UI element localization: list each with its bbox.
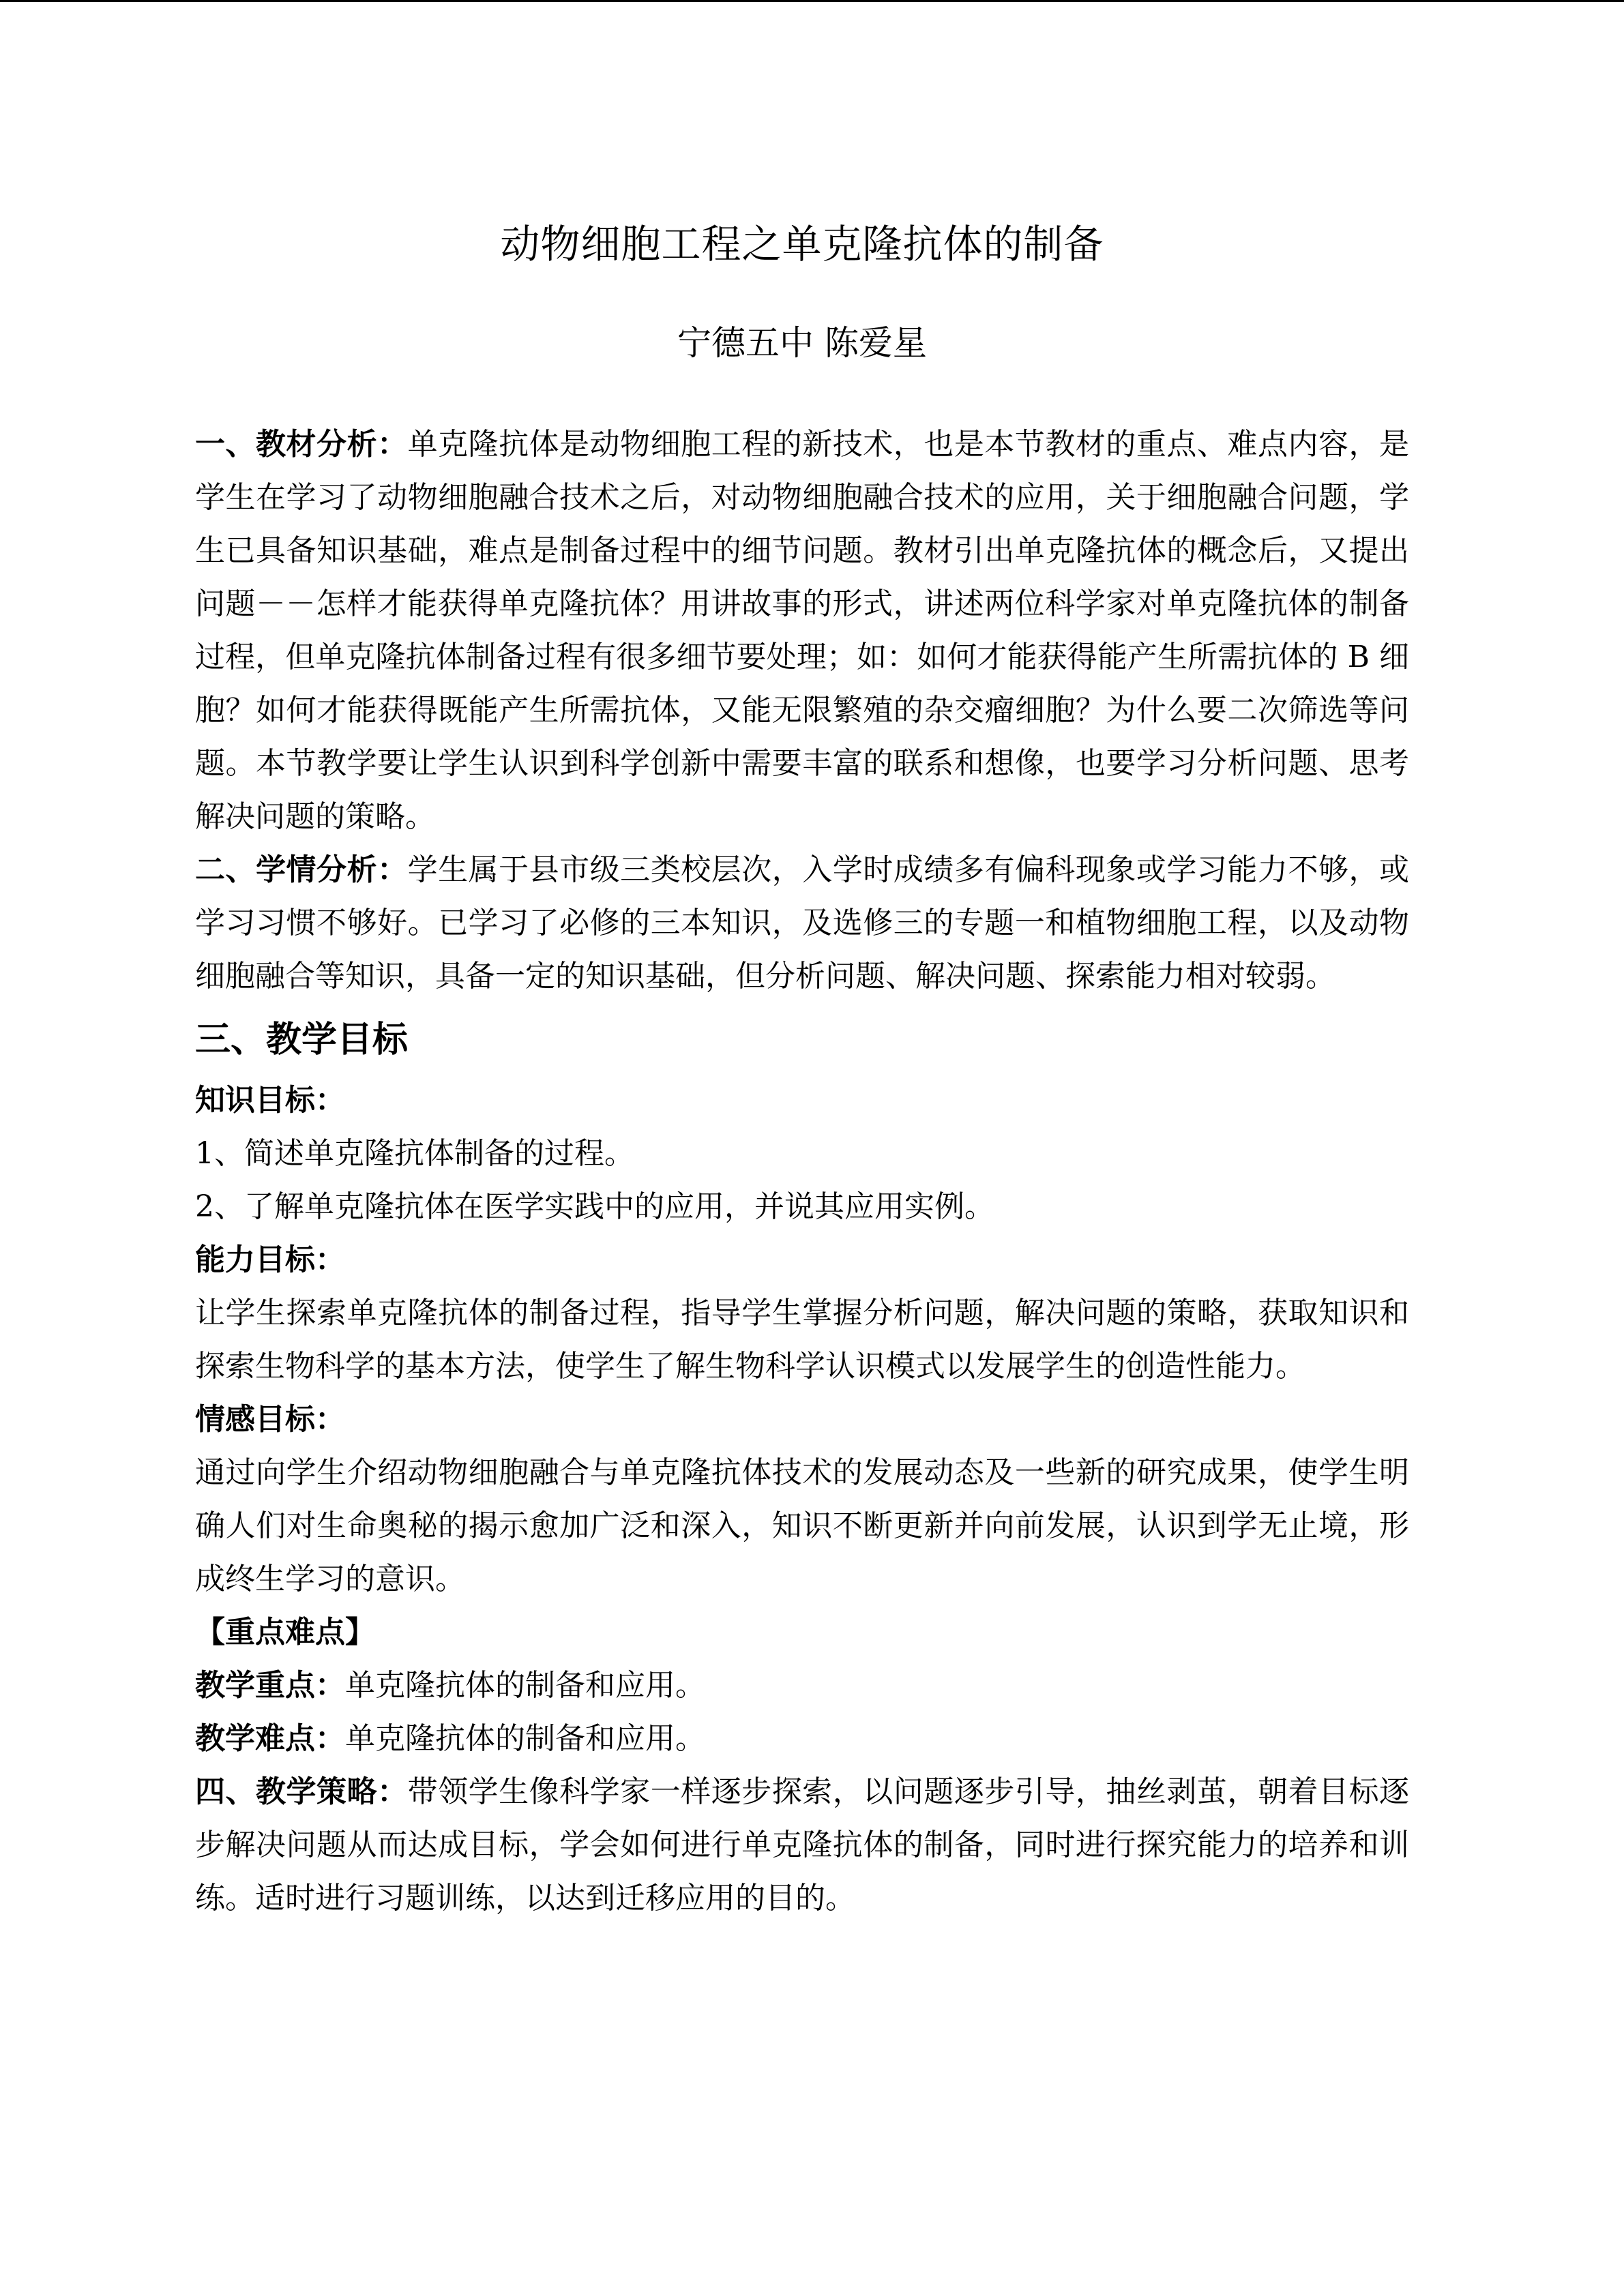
difficulty-text: 单克隆抗体的制备和应用。 xyxy=(345,1721,705,1756)
section-textbook-analysis xyxy=(195,418,1409,844)
section-body: 单克隆抗体是动物细胞工程的新技术，也是本节教材的重点、难点内容，是学生在学习了动物细胞融合技术之后，对动物细胞融合技术的应用，关于细胞融合问题，学生已具备知识基础，难点是制备过程中的细节问题。教材引出单克隆抗体的概念后，又提出问题－－怎样才能获得单克隆抗体？用讲故事的形式，讲述两位科学家对单克隆抗体的制备过程，但单克隆抗体制备过程有很多细节要处理；如：如何才能获得能产生所需抗体的 B 细胞？如何才能获得既能产生所需抗体，又能无限繁殖的杂交瘤细胞？为什么要二次筛选等问题。本节教学要让学生认识到科学创新中需要丰富的联系和想像，也要学习分析问题、思考解决问题的策略。 xyxy=(195,427,1410,834)
teaching-difficulty xyxy=(195,1712,1409,1765)
section-lead: 二、学情分析： xyxy=(195,852,408,887)
document-content xyxy=(195,207,1409,1925)
key-difficulty-label: 【重点难点】 xyxy=(195,1615,375,1650)
key-point-text: 单克隆抗体的制备和应用。 xyxy=(345,1668,705,1703)
section-teaching-strategy xyxy=(195,1765,1409,1925)
section-body: 带领学生像科学家一样逐步探索，以问题逐步引导，抽丝剥茧，朝着目标逐步解决问题从而达成目标，学会如何进行单克隆抗体的制备，同时进行探究能力的培养和训练。适时进行习题训练，以达到迁移应用的目的。 xyxy=(195,1774,1410,1915)
knowledge-item: 2、了解单克隆抗体在医学实践中的应用，并说其应用实例。 xyxy=(195,1189,994,1224)
section-lead: 一、教材分析： xyxy=(195,427,408,462)
emotion-objective-label: 情感目标： xyxy=(195,1402,345,1437)
section-body: 学生属于县市级三类校层次，入学时成绩多有偏科现象或学习能力不够，或学习习惯不够好。已学习了必修的三本知识，及选修三的专题一和植物细胞工程，以及动物细胞融合等知识，具备一定的知识基础，但分析问题、解决问题、探索能力相对较弱。 xyxy=(195,852,1410,994)
knowledge-objective-label: 知识目标： xyxy=(195,1083,345,1118)
teaching-key-point xyxy=(195,1659,1409,1712)
section-student-analysis xyxy=(195,844,1409,1003)
knowledge-item: 1、简述单克隆抗体制备的过程。 xyxy=(195,1136,634,1171)
document-author: 宁德五中 陈爱星 xyxy=(677,323,927,363)
key-point-lead: 教学重点： xyxy=(195,1668,345,1703)
document-title: 动物细胞工程之单克隆抗体的制备 xyxy=(500,221,1104,267)
difficulty-lead: 教学难点： xyxy=(195,1721,345,1756)
ability-objective-text: 让学生探索单克隆抗体的制备过程，指导学生掌握分析问题，解决问题的策略，获取知识和探索生物科学的基本方法，使学生了解生物科学认识模式以发展学生的创造性能力。 xyxy=(195,1296,1409,1384)
section-lead: 四、教学策略： xyxy=(195,1774,408,1809)
emotion-objective-text: 通过向学生介绍动物细胞融合与单克隆抗体技术的发展动态及一些新的研究成果，使学生明确人们对生命奥秘的揭示愈加广泛和深入，知识不断更新并向前发展，认识到学无止境，形成终生学习的意识。 xyxy=(195,1455,1409,1596)
ability-objective-label: 能力目标： xyxy=(195,1242,345,1277)
section-heading-objectives: 三、教学目标 xyxy=(195,1019,409,1060)
